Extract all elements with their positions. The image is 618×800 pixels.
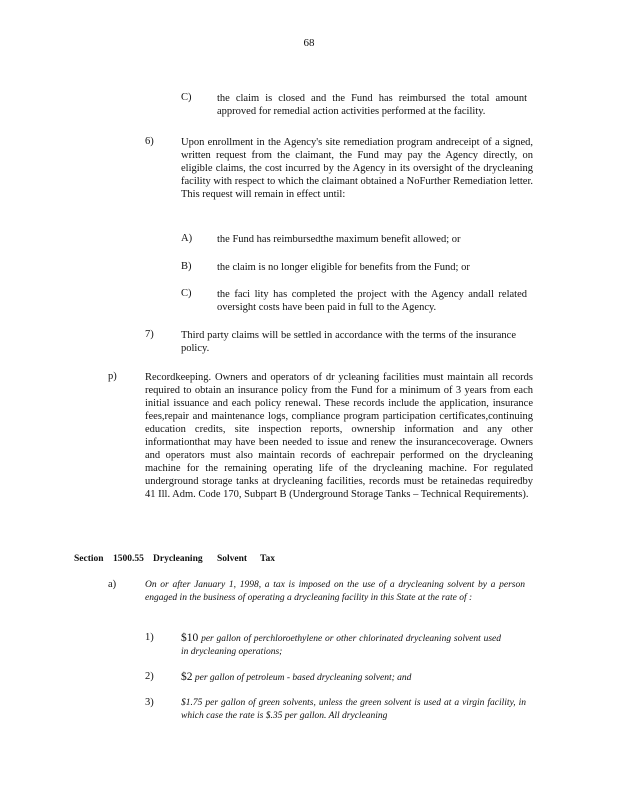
- recordkeeping-text: Recordkeeping. Owners and operators of dr ycleaning facilities must maintain all records required to obtain an insurance policy from the Fund for a minimum of 3 years from each initial issuance and each policy renewal. These records include the application, insurance fees,repair and maintenance logs, compliance program participation certificates,continuing education credits, site inspection reports, ownership information and any other informationthat may have been needed to issue and renew the insurancecoverage. Owners and operators must also maintain records of eachrepair performed on the drycleaning machine for the remaining operating life of the drycleaning machine. For regulated underground storage tanks at drycleaning facilities, records must be retainedas requiredby 41 Ill. Adm. Code 170, Subpart B (Underground Storage Tanks – Technical Requirements).: [145, 372, 533, 500]
- tax-amount: $2: [181, 671, 193, 683]
- section-label: Section: [74, 554, 104, 564]
- item-label: 6): [145, 136, 154, 147]
- item-text: Upon enrollment in the Agency's site remediation program andreceipt of a signed, written request from the claimant, the Fund may pay the Agency directly, on eligible claims, the cost incurred by the Agency in its oversight of the drycleaning facility with respect to which the claimant obtained a NoFurther Remediation letter. This request will remain in effect until:: [181, 137, 533, 200]
- section-number: 1500.55: [113, 554, 144, 564]
- section-title: Drycleaning: [153, 554, 203, 564]
- tax-rate-text: $1.75 per gallon of green solvents, unless the green solvent is used at a virgin facility, in which case the rate is $.35 per gallon. All drycleaning: [181, 698, 526, 721]
- tax-amount: $10: [181, 632, 199, 644]
- item-label: 3): [145, 697, 154, 708]
- page-number: 68: [303, 37, 315, 49]
- section-title: Tax: [260, 554, 275, 564]
- item-label: p): [108, 371, 117, 382]
- section-title: Solvent: [217, 554, 248, 564]
- item-text: the claim is no longer eligible for benefits from the Fund; or: [217, 262, 470, 273]
- tax-rate-desc: per gallon of petroleum - based drycleaning solvent; and: [194, 673, 412, 683]
- item-label: B): [181, 261, 192, 272]
- item-label: 2): [145, 671, 154, 682]
- tax-rate-text: [181, 671, 501, 685]
- item-label: 1): [145, 632, 154, 643]
- item-label: C): [181, 92, 192, 103]
- item-label: A): [181, 233, 193, 244]
- tax-rate-text: [181, 632, 501, 659]
- item-text: the faci lity has completed the project with the Agency andall related oversight costs have been paid in full to the Agency.: [217, 289, 527, 313]
- item-label: 7): [145, 329, 154, 340]
- item-label: C): [181, 288, 192, 299]
- item-text: the claim is closed and the Fund has reimbursed the total amount approved for remedial action activities performed at the facility.: [217, 93, 527, 117]
- item-text: the Fund has reimbursedthe maximum benefit allowed; or: [217, 234, 461, 245]
- item-text: Third party claims will be settled in accordance with the terms of the insurance policy.: [181, 330, 516, 354]
- tax-text: On or after January 1, 1998, a tax is imposed on the use of a drycleaning solvent by a person engaged in the business of operating a drycleaning facility in this State at the rate of :: [145, 580, 525, 603]
- tax-rate-desc: per gallon of perchloroethylene or other chlorinated drycleaning solvent used in drycleaning operations;: [181, 634, 501, 657]
- item-label: a): [108, 579, 117, 590]
